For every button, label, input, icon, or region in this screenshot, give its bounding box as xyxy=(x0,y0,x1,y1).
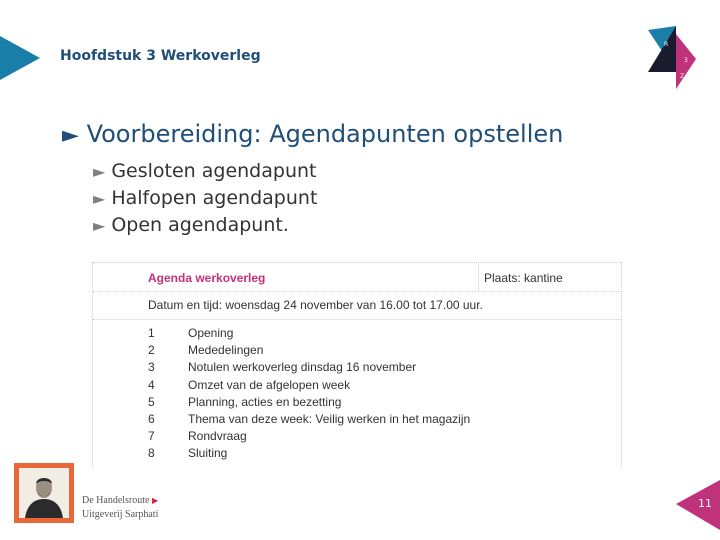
agenda-item xyxy=(93,429,621,446)
agenda-datetime-row xyxy=(93,291,621,320)
agenda-item-label: Rondvraag xyxy=(188,429,247,444)
publisher-logo xyxy=(14,463,74,523)
agenda-item-label: Planning, acties en bezetting xyxy=(188,394,342,409)
logo-letter-r: R xyxy=(664,41,669,48)
agenda-item-list xyxy=(93,326,621,464)
publisher-name xyxy=(82,494,158,522)
agenda-image xyxy=(92,262,622,468)
publisher-portrait-icon xyxy=(19,468,69,518)
agenda-item-number: 8 xyxy=(148,446,155,461)
slide-title xyxy=(62,120,563,148)
title-arrow-icon: ► xyxy=(62,123,79,148)
bullet-item xyxy=(93,212,317,239)
agenda-item-number: 4 xyxy=(148,377,155,392)
decorative-blue-triangle xyxy=(0,36,40,80)
bullet-item xyxy=(93,158,317,185)
agenda-item-label: Thema van deze week: Veilig werken in het magazijn xyxy=(188,411,471,426)
page-number: 11 xyxy=(698,497,712,510)
slide-title-text: Voorbereiding: Agendapunten opstellen xyxy=(86,120,564,148)
chapter-title: Hoofdstuk 3 Werkoverleg xyxy=(60,48,261,64)
bullet-text: Halfopen agendapunt xyxy=(111,187,318,209)
bullet-text: Open agendapunt. xyxy=(111,214,289,236)
agenda-item-label: Opening xyxy=(188,326,234,340)
bullet-arrow-icon: ► xyxy=(93,216,106,235)
agenda-item-label: Sluiting xyxy=(188,446,228,461)
agenda-item xyxy=(93,360,621,377)
agenda-item-number: 7 xyxy=(148,429,155,444)
agenda-item xyxy=(93,446,621,463)
agenda-header-row xyxy=(93,262,621,292)
agenda-item-label: Notulen werkoverleg dinsdag 16 november xyxy=(188,360,417,375)
bullet-text: Gesloten agendapunt xyxy=(111,160,317,182)
logo-letter-3: 3 xyxy=(684,57,688,64)
publisher-line-2: Uitgeverij Sarphati xyxy=(82,509,159,520)
agenda-item-number: 3 xyxy=(148,360,155,375)
agenda-datetime: Datum en tijd: woensdag 24 november van 16.00 tot 17.00 uur. xyxy=(148,298,483,312)
agenda-item-number: 1 xyxy=(148,326,155,340)
agenda-item-number: 5 xyxy=(148,394,155,409)
bullet-item xyxy=(93,185,317,212)
agenda-item-number: 6 xyxy=(148,411,155,426)
agenda-item xyxy=(93,326,621,343)
agenda-header-divider xyxy=(478,263,479,291)
agenda-item xyxy=(93,378,621,395)
agenda-item xyxy=(93,343,621,360)
agenda-title: Agenda werkoverleg xyxy=(148,271,266,285)
agenda-place: Plaats: kantine xyxy=(484,271,563,285)
agenda-item-number: 2 xyxy=(148,343,155,358)
agenda-item xyxy=(93,412,621,429)
agenda-item-label: Omzet van de afgelopen week xyxy=(188,377,351,392)
bullet-arrow-icon: ► xyxy=(93,162,106,181)
brand-logo-icon xyxy=(640,24,700,94)
publisher-triangle-icon: ▶ xyxy=(151,496,159,505)
agenda-item-label: Mededelingen xyxy=(188,343,264,358)
agenda-item xyxy=(93,395,621,412)
logo-letter-z: Z xyxy=(680,73,685,80)
bullet-list xyxy=(93,158,317,239)
bullet-arrow-icon: ► xyxy=(93,189,106,208)
publisher-line-1: De Handelsroute xyxy=(82,495,150,506)
